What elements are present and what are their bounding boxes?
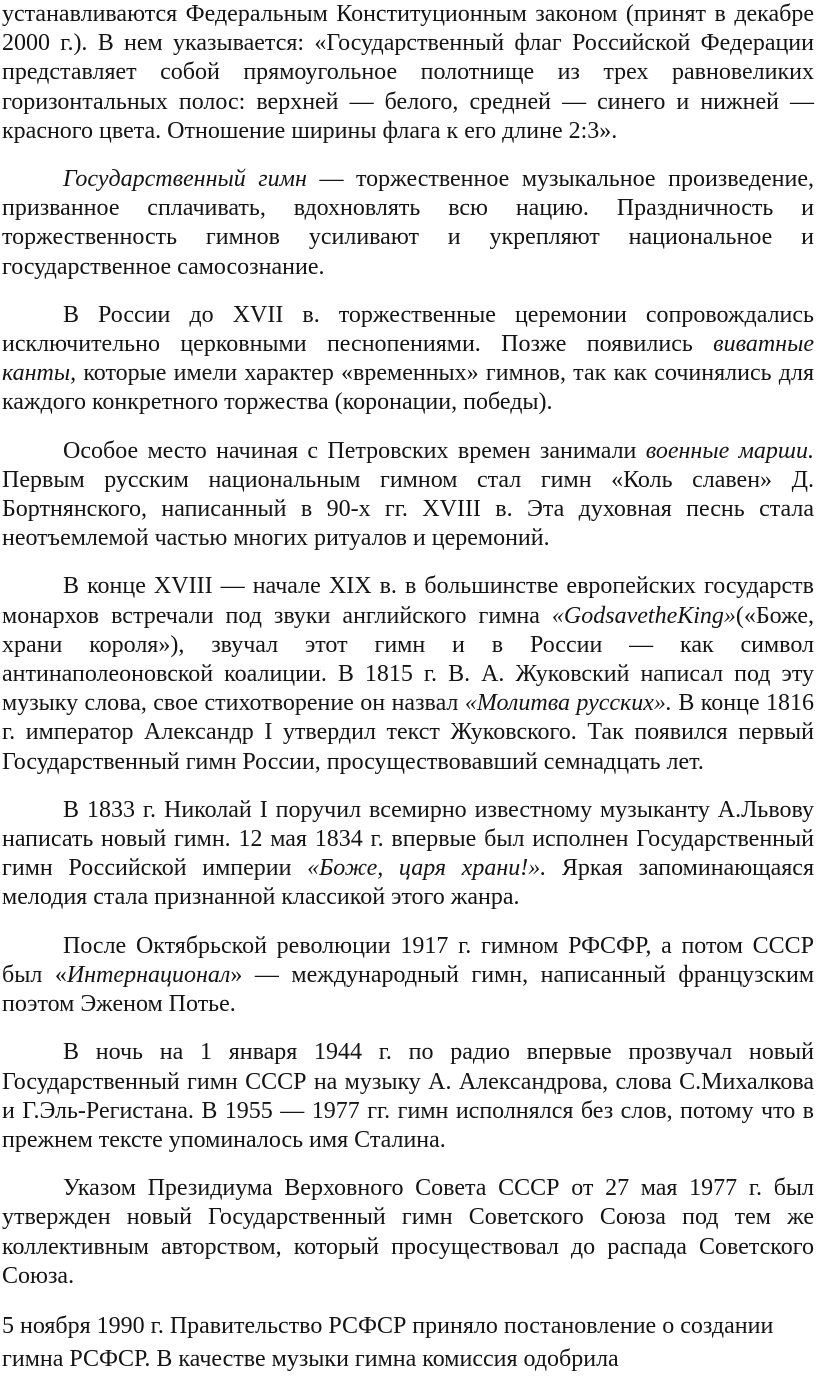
italic-term: «GodsavetheKing»: [551, 602, 736, 629]
text-run: » — международный гимн, написанный французским поэтом Эженом Потье.: [2, 961, 815, 1018]
paragraph-internationale: [2, 932, 814, 1020]
italic-term: «Молитва русских».: [464, 690, 672, 717]
paragraph-kants: [2, 301, 814, 418]
text-run: В ночь на 1 января 1944 г. по радио впервые прозвучал новый Государственный гимн СССР на музыку А. Александрова, слова С.Михалкова и Г.Эль-Регистана. В 1955 — 1977 гг. гимн исполнялся без слов, потому что в прежнем тексте упоминалось имя Сталина.: [2, 1039, 814, 1153]
paragraph-ussr-anthem-1977: [2, 1174, 814, 1291]
text-run: («Боже, храни короля»), звучал этот гимн и в России — как символ антинаполеоновской коалиции. В 1815 г. В. А. Жуковский написал под эту музыку слова, свое стихотворение он назвал: [2, 602, 814, 717]
paragraph-anthem-definition: [2, 165, 814, 282]
text-run: В 1833 г. Николай I поручил всемирно известному музыканту А.Львову написать новый гимн. 12 мая 1834 г. впервые был исполнен Государственный гимн Российской империи: [2, 796, 814, 882]
text-run: которые имели характер «временных» гимнов, так как сочинялись для каждого конкретного торжества (коронации, победы).: [2, 360, 814, 416]
text-run: устанавливаются Федеральным Конституционным законом (принят в декабре 2000 г.). В нем указывается: «Государственный флаг Российской Федерации представляет собой прямоугольное полотнище из трех равновеликих горизонтальных полос: верхней — белого, средней — синего и нижней — красного цвета. Отношение ширины флага к его длине 2:3».: [2, 1, 814, 144]
italic-term: Государственный гимн: [63, 166, 307, 193]
text-run: Особое место начиная с Петровских времен занимали: [63, 437, 646, 464]
italic-term: военные марши.: [645, 437, 814, 464]
paragraph-ussr-anthem-1944: [2, 1038, 814, 1155]
text-run: В конце XVIII — начале XIX в. в большинстве европейских государств монархов встречали под звуки английского гимна: [2, 573, 814, 629]
paragraph-lvov-anthem: [2, 796, 814, 913]
text-run: Яркая запоминающаяся мелодия стала признанной классикой этого жанра.: [2, 855, 814, 911]
text-run: Первым русским национальным гимном стал гимн «Коль славен» Д. Бортнянского, написанный в 90-х гг. XVIII в. Эта духовная песнь стала неотъемлемой частью многих ритуалов и церемоний.: [2, 466, 814, 552]
text-run: — торжественное музыкальное произведение, призванное сплачивать, вдохновлять всю нацию. Праздничность и торжественность гимнов усиливают и укрепляют национальное и государственное самосознание.: [2, 166, 814, 280]
text-run: 5 ноября 1990 г. Правительство РСФСР приняло постановление о создании гимна РСФСР. В качестве музыки гимна комиссия одобрила: [2, 1312, 774, 1372]
text-run: Указом Президиума Верховного Совета СССР от 27 мая 1977 г. был утвержден новый Государственный гимн Советского Союза под тем же коллективным авторством, который просуществовал до распада Советского Союза.: [2, 1175, 814, 1289]
paragraph-military-marches: [2, 437, 814, 554]
text-run: В России до XVII в. торжественные церемонии сопровождались исключительно церковными песнопениями. Позже появились: [2, 301, 814, 358]
italic-term: виватные канты,: [2, 331, 814, 387]
paragraph-god-save-the-king: [2, 572, 814, 776]
text-run: В конце 1816 г. император Александр I утвердил текст Жуковского. Так появился первый Государственный гимн России, просуществовавший семнадцать лет.: [2, 690, 814, 775]
paragraph-flag-law: [2, 0, 814, 146]
text-run: После Октябрьской революции 1917 г. гимном РФСФР, а потом СССР был «: [2, 932, 814, 988]
paragraph-rsfsr-anthem-1990: [2, 1310, 814, 1376]
italic-term: Интернационал: [66, 961, 231, 988]
italic-term: «Боже, царя храни!».: [307, 855, 547, 882]
